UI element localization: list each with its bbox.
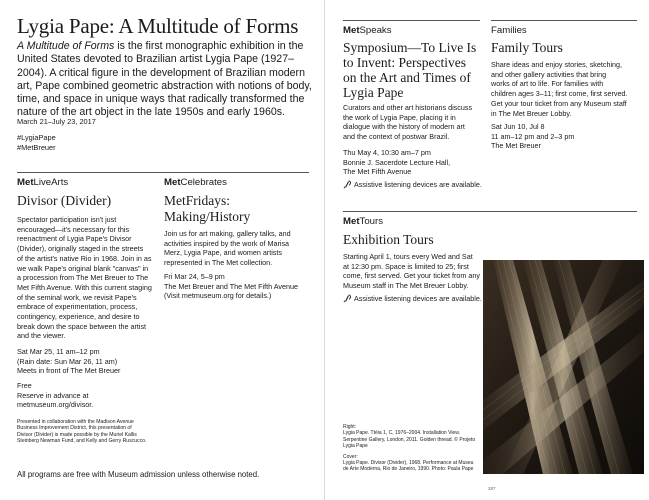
exhibition-dates: March 21–July 23, 2017 [17, 117, 96, 126]
photo-captions: Right: Lygia Pape. Ttéia 1, C, 1976–2004. Installation View. Serpentine Gallery, London, 2011. Golden thread. © Projeto Lygia Pape Cover: Lygia Pape. Divisor (Divider), 1968. Performance at Museu de Arte Moderna, Rio de Janeiro, 1990. Photo: Paula Pape [343, 424, 476, 473]
families-schedule: Sat Jun 10, Jul 8 11 am–12 pm and 2–3 pm The Met Breuer [491, 122, 575, 151]
liveArts-brand: MetLiveArts [17, 177, 69, 188]
assistive-listening-icon [343, 294, 352, 303]
left-page [0, 0, 324, 500]
page-title: Lygia Pape: A Multitude of Forms [17, 14, 299, 38]
page-number: 287 [488, 486, 496, 491]
hashtag: #MetBreuer [17, 143, 56, 152]
celebrates-title: MetFridays: Making/History [164, 193, 251, 224]
liveArts-body: Spectator participation isn't just encouraged—it's necessary for this reenactment of Lygia Pape's Divisor (Divider), originally staged in the streets of the artist's native Rio in 1968. Join in as we walk Pape's original blank "canvas" in a procession from The Met Breuer to The Met Fifth Avenue. With this current staging of the seminal work, we revisit Pape's embrace of experimentation, process, contingency, experience, and desire to break down the space between the artist and the viewer. [17, 215, 152, 341]
families-title: Family Tours [491, 40, 563, 55]
golden-thread-image [483, 260, 644, 474]
section-divider [343, 211, 637, 212]
intro-italic-title: A Multitude of Forms [17, 40, 115, 52]
families-brand: Families [491, 25, 527, 36]
tours-a11y-note: Assistive listening devices are available. [343, 294, 482, 304]
celebrates-brand: MetCelebrates [164, 177, 227, 188]
installation-photo [483, 260, 644, 474]
liveArts-credit: Presented in collaboration with the Madison Avenue Business Improvement District, this presentation of Divisor (Divider) is made possible by the Muriel Kallis Steinberg Newman Fund, and Kelly and Gerry Ruscucco. [17, 419, 147, 445]
section-divider [343, 20, 480, 21]
liveArts-title: Divisor (Divider) [17, 193, 112, 208]
intro-text: is the first monographic exhibition in the United States devoted to Brazilian artist Lygia Pape (1927–2004). A critical figure in the development of Brazilian modern art, Pape combined geometric abstraction with notions of body, time, and space in unique ways that radically transformed the nature of the art object in the late 1950s and early 1960s. [17, 40, 312, 119]
hashtags [17, 133, 56, 153]
speaks-schedule: Thu May 4, 10:30 am–7 pm Bonnie J. Sacerdote Lecture Hall, The Met Fifth Avenue [343, 148, 451, 177]
section-divider [17, 172, 309, 173]
families-body: Share ideas and enjoy stories, sketching, and other gallery activities that bring works of art to life. For families with children ages 3–11; first come, first served. Get your tour ticket from any Museum staff in The Met Breuer Lobby. [491, 60, 628, 118]
speaks-brand: MetSpeaks [343, 25, 392, 36]
spread-gutter [324, 0, 325, 500]
tours-brand: MetTours [343, 216, 383, 227]
celebrates-schedule: Fri Mar 24, 5–9 pm The Met Breuer and The Met Fifth Avenue (Visit metmuseum.org for details.) [164, 272, 298, 301]
speaks-title: Symposium—To Live Is to Invent: Perspectives on the Art and Times of Lygia Pape [343, 40, 477, 100]
tours-title: Exhibition Tours [343, 232, 434, 247]
assistive-listening-icon [343, 180, 352, 189]
liveArts-free: Free Reserve in advance at metmuseum.org/divisor. [17, 381, 94, 410]
speaks-body: Curators and other art historians discuss the work of Lygia Pape, placing it in dialogue with the history of modern art and the context of postwar Brazil. [343, 103, 473, 142]
speaks-a11y-note: Assistive listening devices are available. [343, 180, 482, 190]
footer-note: All programs are free with Museum admission unless otherwise noted. [17, 470, 260, 479]
liveArts-schedule: Sat Mar 25, 11 am–12 pm (Rain date: Sun Mar 26, 11 am) Meets in front of The Met Breuer [17, 347, 121, 376]
celebrates-body: Join us for art making, gallery talks, and activities inspired by the work of Marisa Merz, Lygia Pape, and women artists represented in The Met collection. [164, 229, 291, 268]
tours-body: Starting April 1, tours every Wed and Sat at 12:30 pm. Space is limited to 25; first come, first served. Get your ticket from any Museum staff in The Met Breuer Lobby. [343, 252, 481, 291]
intro-paragraph [17, 40, 317, 120]
section-divider [491, 20, 637, 21]
hashtag: #LygiaPape [17, 133, 56, 142]
